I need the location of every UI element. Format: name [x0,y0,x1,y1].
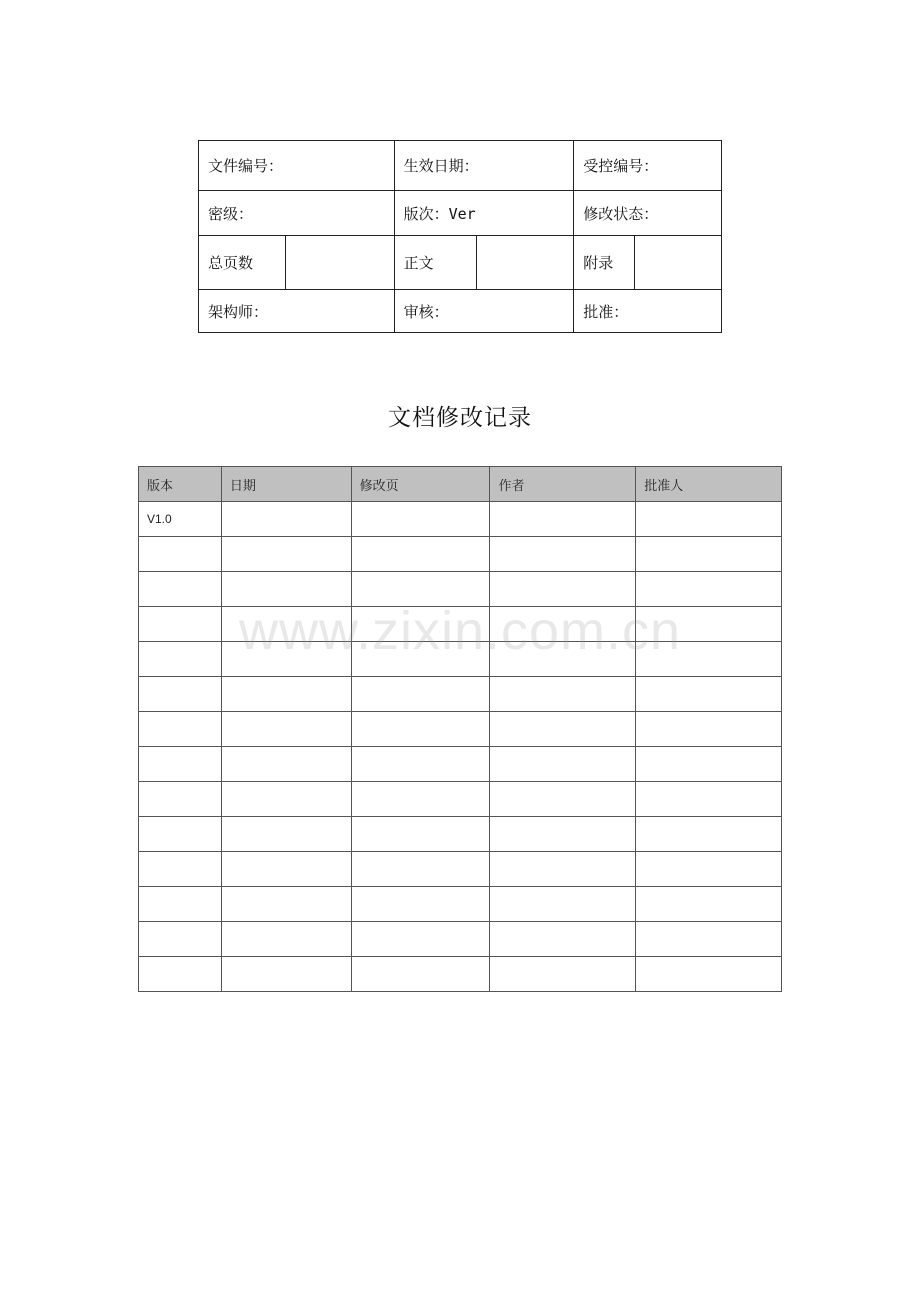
edition-label: 版次：Ver [394,191,574,236]
cell-approver [636,642,782,677]
table-row [139,572,782,607]
cell-modified-pages [351,957,490,992]
appendix-label: 附录 [574,236,635,290]
cell-version [139,747,222,782]
revision-record-table [138,466,782,992]
table-row [139,712,782,747]
cell-author [490,537,636,572]
cell-date [221,957,351,992]
table-row [139,677,782,712]
cell-modified-pages [351,782,490,817]
cell-modified-pages [351,502,490,537]
revision-header-row [139,467,782,502]
cell-author [490,817,636,852]
cell-version [139,537,222,572]
cell-author [490,502,636,537]
cell-date [221,537,351,572]
table-row [139,782,782,817]
cell-approver [636,572,782,607]
cell-version [139,887,222,922]
cell-version: V1.0 [139,502,222,537]
cell-date [221,502,351,537]
cell-approver [636,677,782,712]
approve-label: 批准： [574,290,722,333]
revision-record-title: 文档修改记录 [388,405,532,431]
cell-date [221,642,351,677]
cell-author [490,712,636,747]
cell-approver [636,957,782,992]
total-pages-value [285,236,394,290]
document-info-table [198,140,722,333]
revision-status-label: 修改状态： [574,191,722,236]
cell-version [139,607,222,642]
cell-author [490,922,636,957]
effective-date-label: 生效日期： [394,141,574,191]
cell-date [221,852,351,887]
cell-modified-pages [351,887,490,922]
table-row [139,852,782,887]
cell-date [221,712,351,747]
cell-date [221,572,351,607]
cell-author [490,852,636,887]
cell-approver [636,782,782,817]
table-row [139,537,782,572]
table-row [139,642,782,677]
header-approver: 批准人 [636,467,782,502]
watermark-text: www.zixin.com.cn [238,601,682,661]
cell-approver [636,852,782,887]
cell-date [221,782,351,817]
cell-author [490,677,636,712]
cell-version [139,852,222,887]
cell-approver [636,922,782,957]
appendix-value [635,236,722,290]
cell-approver [636,747,782,782]
header-modified-pages: 修改页 [351,467,490,502]
cell-approver [636,712,782,747]
control-number-label: 受控编号： [574,141,722,191]
table-row [139,922,782,957]
cell-approver [636,887,782,922]
cell-author [490,747,636,782]
cell-version [139,782,222,817]
revision-rows [139,502,782,992]
cell-modified-pages [351,677,490,712]
cell-approver [636,537,782,572]
table-row [139,747,782,782]
cell-date [221,817,351,852]
body-label: 正文 [394,236,477,290]
cell-approver [636,607,782,642]
cell-version [139,817,222,852]
cell-date [221,677,351,712]
security-level-label: 密级： [199,191,395,236]
cell-author [490,782,636,817]
cell-version [139,957,222,992]
cell-author [490,887,636,922]
cell-date [221,922,351,957]
cell-version [139,642,222,677]
cell-author [490,642,636,677]
cell-date [221,607,351,642]
header-version: 版本 [139,467,222,502]
total-pages-label: 总页数 [199,236,286,290]
cell-modified-pages [351,642,490,677]
cell-version [139,677,222,712]
table-row [139,957,782,992]
body-value [477,236,574,290]
table-row [139,817,782,852]
cell-version [139,712,222,747]
review-label: 审核： [394,290,574,333]
cell-modified-pages [351,817,490,852]
cell-modified-pages [351,537,490,572]
cell-modified-pages [351,712,490,747]
cell-modified-pages [351,747,490,782]
cell-modified-pages [351,607,490,642]
cell-version [139,572,222,607]
cell-author [490,607,636,642]
architect-label: 架构师： [199,290,395,333]
header-author: 作者 [490,467,636,502]
table-row [139,887,782,922]
cell-date [221,747,351,782]
cell-version [139,922,222,957]
cell-approver [636,502,782,537]
cell-author [490,572,636,607]
table-row [139,502,782,537]
cell-author [490,957,636,992]
cell-modified-pages [351,572,490,607]
cell-modified-pages [351,852,490,887]
cell-modified-pages [351,922,490,957]
cell-approver [636,817,782,852]
header-date: 日期 [221,467,351,502]
table-row [139,607,782,642]
file-number-label: 文件编号： [199,141,395,191]
cell-date [221,887,351,922]
